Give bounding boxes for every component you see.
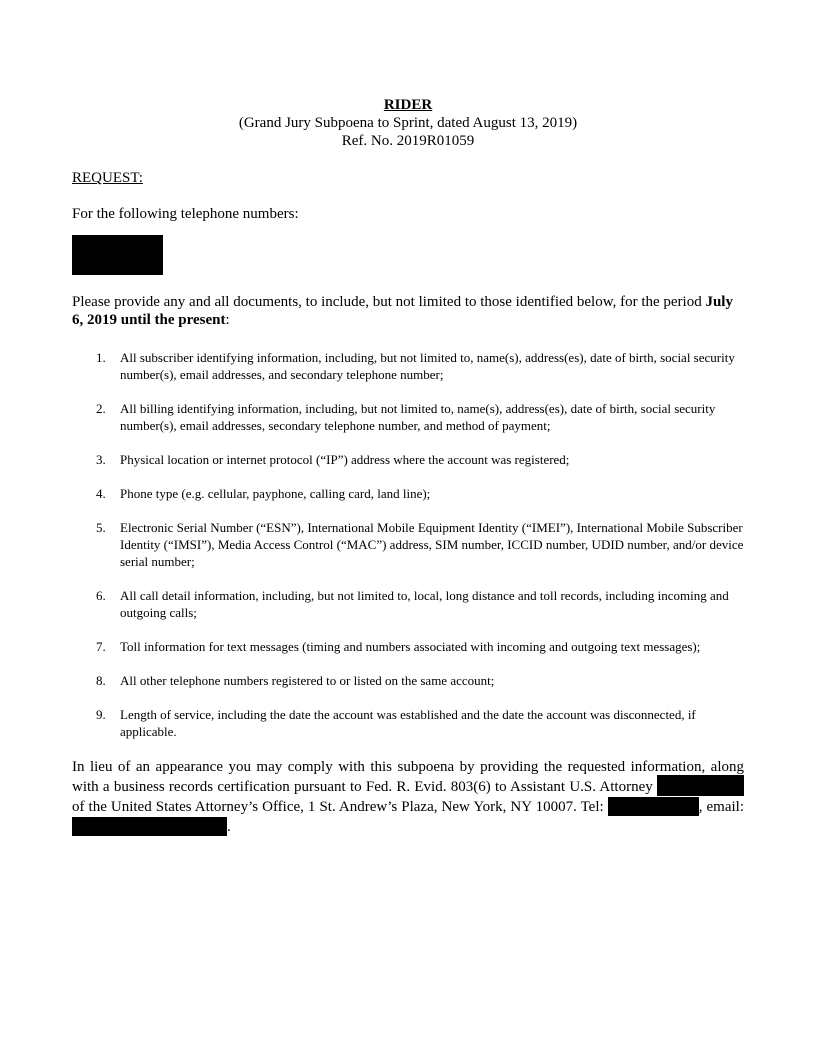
list-item xyxy=(72,400,744,434)
redacted-telephone xyxy=(608,797,699,816)
item-text: Toll information for text messages (timing and numbers associated with incoming and outgoing text messages); xyxy=(120,639,701,654)
list-item xyxy=(72,672,744,689)
list-item xyxy=(72,587,744,621)
item-text: All subscriber identifying information, including, but not limited to, name(s), address(es), date of birth, social security number(s), email addresses, and secondary telephone number; xyxy=(120,350,735,382)
period-colon: : xyxy=(225,312,230,328)
redacted-attorney-name xyxy=(657,775,744,796)
closing-text-2: of the United States Attorney’s Office, 1 St. Andrew’s Plaza, New York, NY 10007. Tel: xyxy=(72,799,608,815)
list-item xyxy=(72,451,744,468)
list-item xyxy=(72,349,744,383)
item-number: 7. xyxy=(96,639,106,654)
item-number: 1. xyxy=(96,350,106,365)
item-text: Length of service, including the date the account was established and the date the account was disconnected, if applicable. xyxy=(120,707,696,739)
list-item xyxy=(72,706,744,740)
closing-text-4: . xyxy=(227,819,231,835)
document-title: RIDER xyxy=(383,97,433,113)
list-item xyxy=(72,638,744,655)
redacted-phone-numbers xyxy=(72,235,163,275)
closing-text-1: In lieu of an appearance you may comply with this subpoena by providing the requested information, along with a business records certification pursuant to Fed. R. Evid. 803(6) to Assistant U.S. Attorney xyxy=(72,759,744,795)
item-number: 9. xyxy=(96,707,106,722)
item-text: Electronic Serial Number (“ESN”), International Mobile Equipment Identity (“IMEI”), International Mobile Subscriber Identity (“IMSI”), Media Access Control (“MAC”) address, SIM number, ICCID number, UDID number, and/or device serial number; xyxy=(120,520,744,569)
item-number: 8. xyxy=(96,673,106,688)
period-dates: July 6, 2019 until the present xyxy=(72,294,733,328)
period-text: Please provide any and all documents, to include, but not limited to those identified below, for the period xyxy=(72,294,702,310)
item-number: 3. xyxy=(96,452,106,467)
list-item xyxy=(72,519,744,570)
item-number: 6. xyxy=(96,588,106,603)
item-text: All call detail information, including, but not limited to, local, long distance and toll records, including incoming and outgoing calls; xyxy=(120,588,729,620)
item-number: 2. xyxy=(96,401,106,416)
closing-text-3: , email: xyxy=(698,799,744,815)
rider-document xyxy=(72,96,744,837)
redacted-email xyxy=(72,817,227,836)
closing-paragraph xyxy=(72,757,744,837)
reference-number: Ref. No. 2019R01059 xyxy=(341,133,475,149)
item-text: Phone type (e.g. cellular, payphone, calling card, land line); xyxy=(120,486,431,501)
item-number: 5. xyxy=(96,520,106,535)
item-text: Physical location or internet protocol (“IP”) address where the account was registered; xyxy=(120,452,570,467)
period-paragraph xyxy=(72,293,744,329)
item-number: 4. xyxy=(96,486,106,501)
numbers-intro: For the following telephone numbers: xyxy=(72,206,299,222)
item-text: All billing identifying information, including, but not limited to, name(s), address(es), date of birth, social security number(s), email addresses, secondary telephone number, and method of payment; xyxy=(120,401,716,433)
list-item xyxy=(72,485,744,502)
request-items-list xyxy=(72,349,744,740)
document-subtitle: (Grand Jury Subpoena to Sprint, dated August 13, 2019) xyxy=(238,115,578,131)
request-heading: REQUEST: xyxy=(72,170,143,186)
item-text: All other telephone numbers registered to or listed on the same account; xyxy=(120,673,495,688)
